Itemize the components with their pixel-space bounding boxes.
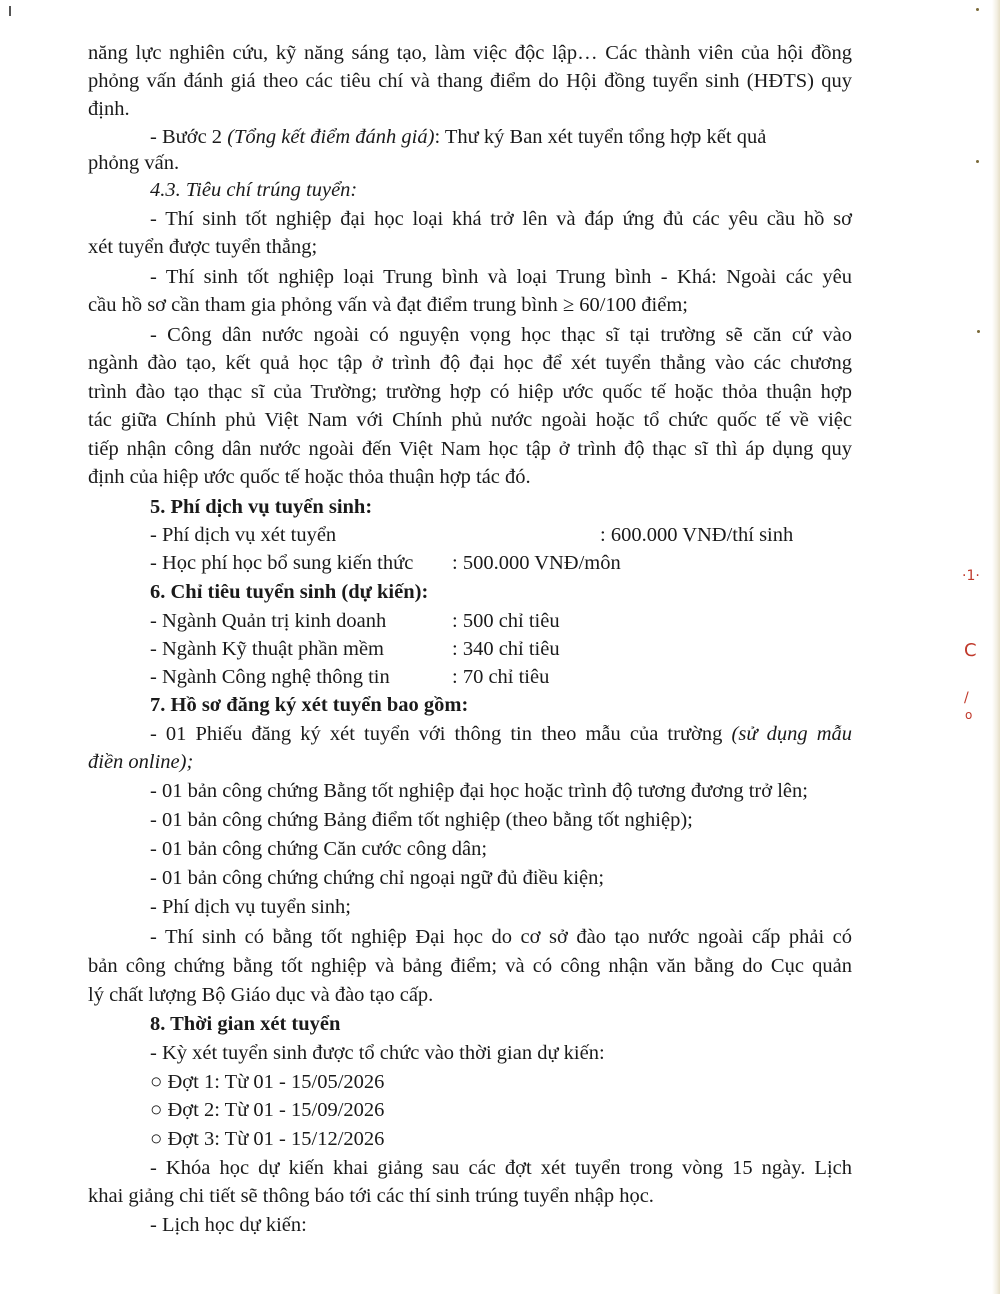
quota-value: : 70 chỉ tiêu: [452, 666, 550, 688]
text-line: bản công chứng bằng tốt nghiệp và bảng điểm; và có công nhận văn bằng do Cục quản: [88, 955, 852, 977]
stamp-fragment-mark: C: [964, 640, 977, 661]
quota-label: - Ngành Quản trị kinh doanh: [150, 610, 387, 632]
fee-label: - Học phí học bổ sung kiến thức: [150, 552, 414, 574]
text-line: trình đào tạo thạc sĩ của Trường; trường hợp có hiệp ước quốc tế hoặc thỏa thuận hợp: [88, 381, 852, 403]
list-item: - Khóa học dự kiến khai giảng sau các đợt xét tuyển trong vòng 15 ngày. Lịch: [150, 1157, 852, 1179]
section-heading-7: 7. Hồ sơ đăng ký xét tuyển bao gồm:: [150, 694, 469, 716]
section-heading-8: 8. Thời gian xét tuyển: [150, 1013, 341, 1035]
text-line: định.: [88, 98, 130, 120]
section-heading-6: 6. Chỉ tiêu tuyển sinh (dự kiến):: [150, 581, 429, 603]
scan-speck: [977, 330, 980, 333]
scan-speck: [9, 6, 11, 16]
subsection-heading-4-3: 4.3. Tiêu chí trúng tuyển:: [150, 179, 358, 201]
quota-row: [150, 664, 550, 690]
text-line: lý chất lượng Bộ Giáo dục và đào tạo cấp.: [88, 984, 434, 1006]
text-line: phỏng vấn.: [88, 152, 180, 174]
fee-label: - Phí dịch vụ xét tuyển: [150, 524, 337, 546]
fee-value: : 500.000 VNĐ/môn: [452, 552, 621, 574]
fee-value: : 600.000 VNĐ/thí sinh: [600, 524, 794, 546]
list-item: - 01 bản công chứng Bằng tốt nghiệp đại học hoặc trình độ tương đương trở lên;: [150, 780, 808, 802]
form-item-text: - 01 Phiếu đăng ký xét tuyển với thông tin theo mẫu của trường: [150, 723, 732, 745]
list-item: - Lịch học dự kiến:: [150, 1214, 307, 1236]
list-item: - 01 bản công chứng Bảng điểm tốt nghiệp (theo bằng tốt nghiệp);: [150, 809, 693, 831]
scan-speck: [976, 160, 979, 163]
quota-row: [150, 636, 560, 662]
schedule-item: ○ Đợt 2: Từ 01 - 15/09/2026: [150, 1099, 385, 1121]
stamp-fragment-mark: /: [964, 690, 969, 706]
quota-label: - Ngành Kỹ thuật phần mềm: [150, 638, 384, 660]
scan-edge-shadow: [992, 0, 1000, 1294]
scan-speck: [976, 8, 979, 11]
list-item: - Phí dịch vụ tuyển sinh;: [150, 896, 352, 918]
quota-row: [150, 608, 560, 634]
fee-row: [150, 550, 621, 576]
text-line: khai giảng chi tiết sẽ thông báo tới các thí sinh trúng tuyển nhập học.: [88, 1185, 654, 1207]
schedule-item: ○ Đợt 1: Từ 01 - 15/05/2026: [150, 1071, 385, 1093]
list-item: - 01 bản công chứng Căn cước công dân;: [150, 838, 488, 860]
text-line: xét tuyển được tuyển thẳng;: [88, 236, 318, 258]
text-line: cầu hồ sơ cần tham gia phỏng vấn và đạt điểm trung bình ≥ 60/100 điểm;: [88, 294, 688, 316]
text-line: tác giữa Chính phủ Việt Nam với Chính phủ nước ngoài hoặc tổ chức quốc tế về việc: [88, 409, 852, 431]
text-line: tiếp nhận công dân nước ngoài đến Việt Nam học tập ở trình độ thạc sĩ thì áp dụng quy: [88, 438, 852, 460]
quota-label: - Ngành Công nghệ thông tin: [150, 666, 390, 688]
step-2-rest: : Thư ký Ban xét tuyển tổng hợp kết quả: [434, 126, 767, 148]
text-line: ngành đào tạo, kết quả học tập ở trình độ đại học để xét tuyển thẳng vào các chương: [88, 352, 852, 374]
text-line: phỏng vấn đánh giá theo các tiêu chí và thang điểm do Hội đồng tuyển sinh (HĐTS) quy: [88, 70, 852, 92]
stamp-fragment-mark: o: [965, 708, 973, 722]
fee-row: [150, 522, 794, 548]
list-item: - 01 bản công chứng chứng chỉ ngoại ngữ đủ điều kiện;: [150, 867, 605, 889]
text-line-step-2: [150, 124, 766, 150]
text-line: - Công dân nước ngoài có nguyện vọng học thạc sĩ tại trường sẽ căn cứ vào: [150, 324, 852, 346]
stamp-fragment-mark: ·1·: [962, 568, 980, 584]
step-2-italic: (Tổng kết điểm đánh giá): [227, 126, 435, 148]
section-heading-5: 5. Phí dịch vụ tuyển sinh:: [150, 496, 373, 518]
text-line: [150, 721, 852, 747]
quota-value: : 500 chỉ tiêu: [452, 610, 560, 632]
step-2-lead: - Bước 2: [150, 126, 228, 148]
schedule-item: ○ Đợt 3: Từ 01 - 15/12/2026: [150, 1128, 385, 1150]
text-line: định của hiệp ước quốc tế hoặc thỏa thuận hợp tác đó.: [88, 466, 531, 488]
text-line: - Thí sinh tốt nghiệp loại Trung bình và loại Trung bình - Khá: Ngoài các yêu: [150, 266, 852, 288]
text-line: điền online);: [88, 751, 194, 773]
text-line: năng lực nghiên cứu, kỹ năng sáng tạo, làm việc độc lập… Các thành viên của hội đồng: [88, 42, 852, 64]
quota-value: : 340 chỉ tiêu: [452, 638, 560, 660]
form-item-note: (sử dụng mẫu: [731, 723, 853, 745]
list-item: - Thí sinh có bằng tốt nghiệp Đại học do cơ sở đào tạo nước ngoài cấp phải có: [150, 926, 852, 948]
list-item: - Kỳ xét tuyển sinh được tổ chức vào thời gian dự kiến:: [150, 1042, 605, 1064]
text-line: - Thí sinh tốt nghiệp đại học loại khá trở lên và đáp ứng đủ các yêu cầu hồ sơ: [150, 208, 852, 230]
